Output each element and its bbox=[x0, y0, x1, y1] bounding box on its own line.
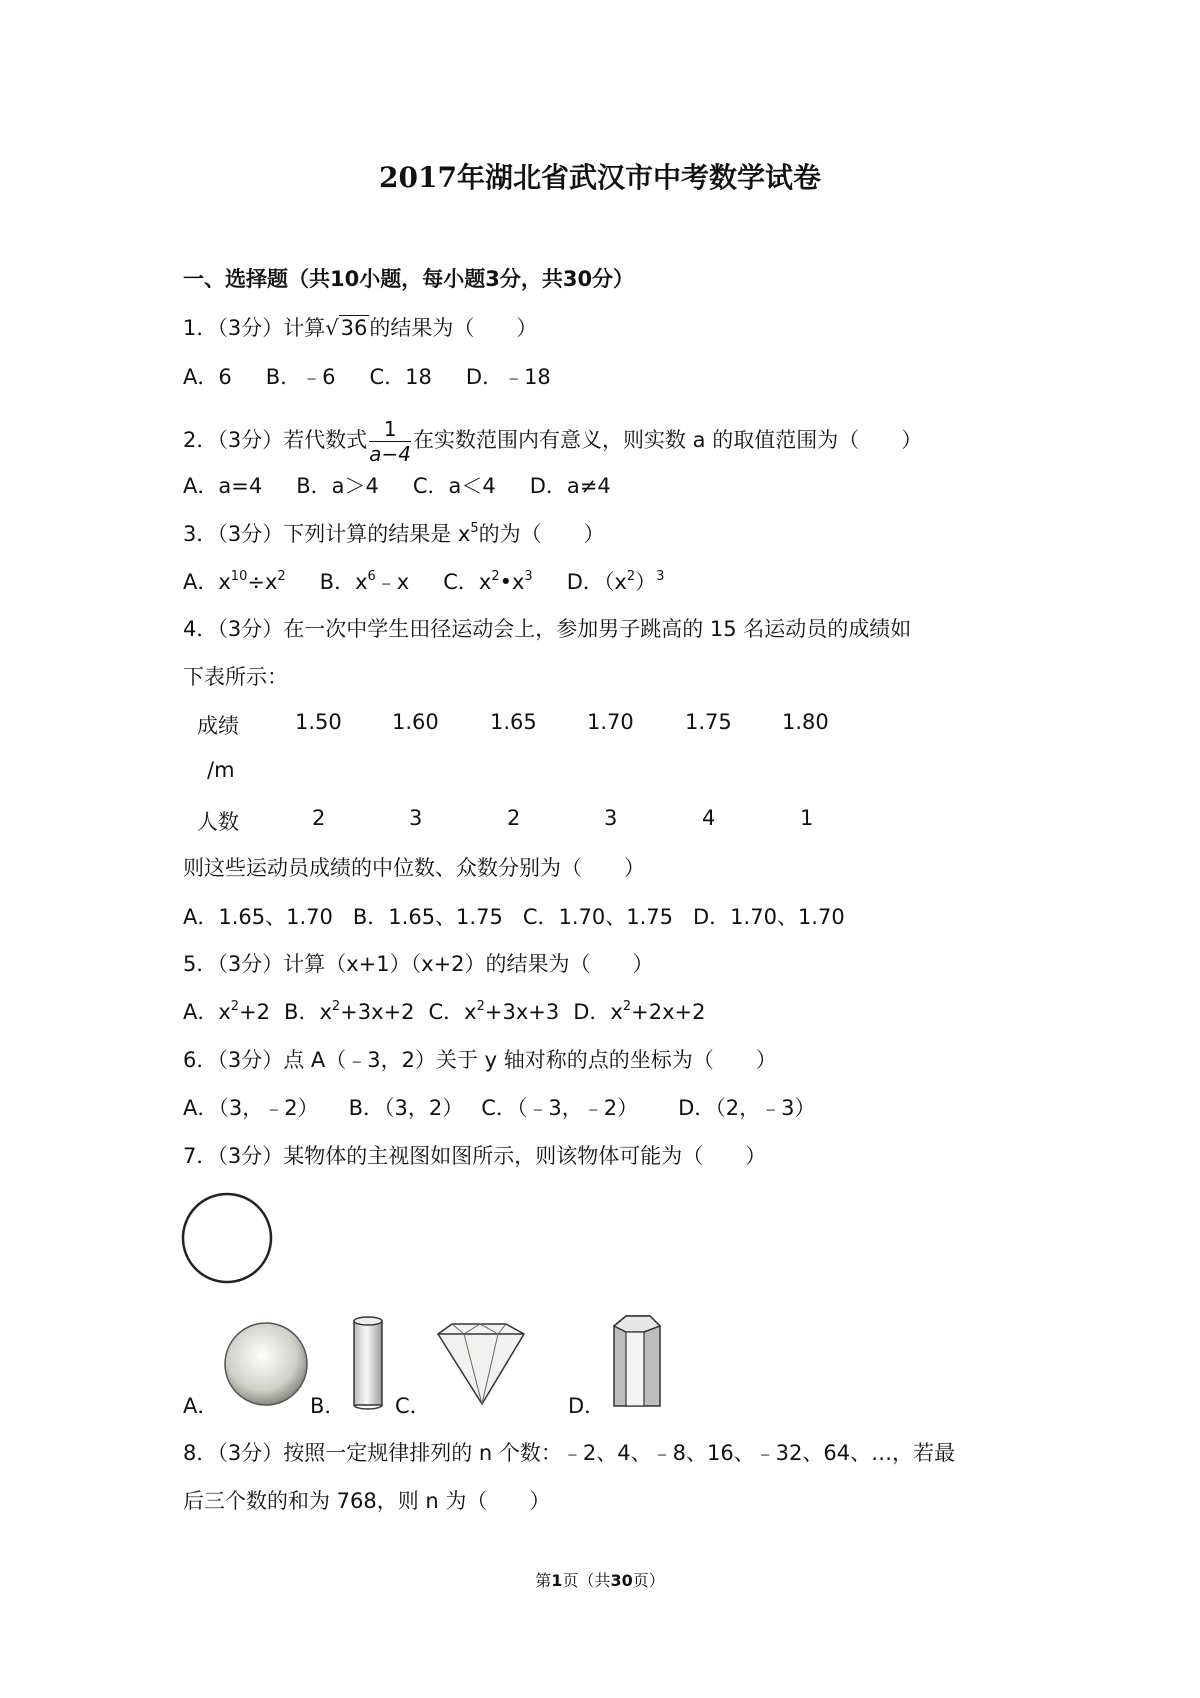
table-cell: 1.65 bbox=[490, 710, 537, 734]
question-4-stem-line2: 下表所示： bbox=[183, 665, 288, 689]
question-6-options bbox=[183, 1093, 850, 1123]
option-d: D．a≠4 bbox=[529, 474, 611, 498]
option-c: C．$x^2+3x+3$ bbox=[428, 999, 560, 1024]
option-c: C．（﹣3，﹣2） bbox=[481, 1096, 639, 1120]
question-4-stem-line1: 4．（3分）在一次中学生田径运动会上，参加男子跳高的 15 名运动员的成绩如 bbox=[183, 617, 912, 641]
table-cell: 2 bbox=[312, 806, 326, 830]
question-4-options bbox=[183, 902, 879, 932]
table-cell: 4 bbox=[702, 806, 716, 830]
table-cell: 1.70 bbox=[587, 710, 634, 734]
option-a: A．$x^{10}\div x^2$ bbox=[183, 569, 286, 594]
question-1-stem: 1．（3分）计算√36的结果为（ ） bbox=[183, 313, 537, 343]
option-c: C．18 bbox=[369, 365, 432, 389]
front-view-circle-figure bbox=[180, 1192, 280, 1292]
table-cell: 3 bbox=[604, 806, 618, 830]
option-b: B．$x^6﹣x$ bbox=[319, 569, 410, 594]
cylinder-figure bbox=[350, 1315, 390, 1415]
option-a: A．（3，﹣2） bbox=[183, 1096, 319, 1120]
table-cell: 1.60 bbox=[392, 710, 439, 734]
question-8-line1: 8．（3分）按照一定规律排列的 n 个数：﹣2、4、﹣8、16、﹣32、64、…，若最 bbox=[183, 1441, 956, 1465]
table-cell: 1.80 bbox=[782, 710, 829, 734]
question-1-options bbox=[183, 362, 585, 392]
sqrt-expression: √36 bbox=[325, 316, 368, 340]
option-b: B．﹣6 bbox=[265, 365, 336, 389]
section-heading: 一、选择题（共10小题，每小题3分，共30分） bbox=[183, 267, 635, 291]
question-3-options bbox=[183, 567, 698, 597]
option-a: A．a=4 bbox=[183, 474, 263, 498]
row-header-score: 成绩 bbox=[197, 714, 239, 738]
option-d: D．1.70、1.70 bbox=[693, 905, 845, 929]
option-c: C．$x^2•x^3$ bbox=[443, 569, 533, 594]
table-cell: 1 bbox=[800, 806, 814, 830]
option-b: B．$x^2+3x+2$ bbox=[284, 999, 415, 1024]
row-header-unit: /m bbox=[207, 758, 235, 782]
question-4-question: 则这些运动员成绩的中位数、众数分别为（ ） bbox=[183, 856, 645, 880]
prism-figure bbox=[608, 1310, 668, 1414]
cone-gem-figure bbox=[432, 1320, 532, 1410]
option-c-label: C． bbox=[395, 1394, 431, 1418]
question-7-stem: 7．（3分）某物体的主视图如图所示，则该物体可能为（ ） bbox=[183, 1144, 767, 1168]
option-d-label: D． bbox=[568, 1394, 606, 1418]
question-5-stem: 5．（3分）计算（x+1）（x+2）的结果为（ ） bbox=[183, 952, 654, 976]
sphere-figure bbox=[222, 1320, 312, 1410]
option-a: A．$x^2+2$ bbox=[183, 999, 271, 1024]
option-d: D．（2，﹣3） bbox=[678, 1096, 816, 1120]
option-d: D．﹣18 bbox=[465, 365, 551, 389]
option-c: C．1.70、1.75 bbox=[522, 905, 674, 929]
question-2-options bbox=[183, 471, 645, 501]
option-b-label: B． bbox=[310, 1394, 346, 1418]
question-6-stem: 6．（3分）点 A（﹣3，2）关于 y 轴对称的点的坐标为（ ） bbox=[183, 1048, 777, 1072]
question-3-stem: 3．（3分）下列计算的结果是 $x^5$的为（ ） bbox=[183, 521, 605, 546]
option-c: C．a＜4 bbox=[412, 474, 496, 498]
table-cell: 2 bbox=[507, 806, 521, 830]
question-2-stem: 2．（3分）若代数式 $\frac{1}{a-4}$ 在实数范围内有意义，则实数 a 的取值范围为（ ） bbox=[183, 416, 923, 466]
option-a: A．6 bbox=[183, 365, 232, 389]
table-cell: 1.75 bbox=[685, 710, 732, 734]
table-cell: 3 bbox=[409, 806, 423, 830]
question-8-line2: 后三个数的和为 768，则 n 为（ ） bbox=[183, 1489, 551, 1513]
question-5-options bbox=[183, 997, 739, 1027]
row-header-count: 人数 bbox=[197, 810, 239, 834]
option-a: A．1.65、1.70 bbox=[183, 905, 333, 929]
table-cell: 1.50 bbox=[295, 710, 342, 734]
page-title: 2017年湖北省武汉市中考数学试卷 bbox=[379, 161, 821, 194]
option-d: D．$x^2+2x+2$ bbox=[573, 999, 706, 1024]
option-b: B．1.65、1.75 bbox=[352, 905, 503, 929]
fraction: $\frac{1}{a-4}$ bbox=[369, 416, 411, 466]
page-footer: 第1页（共30页） bbox=[535, 1571, 665, 1590]
option-d: D．$(x^2)^3$ bbox=[566, 569, 665, 594]
option-b: B．（3，2） bbox=[348, 1096, 464, 1120]
option-b: B．a＞4 bbox=[296, 474, 379, 498]
option-a-label: A． bbox=[183, 1394, 219, 1418]
